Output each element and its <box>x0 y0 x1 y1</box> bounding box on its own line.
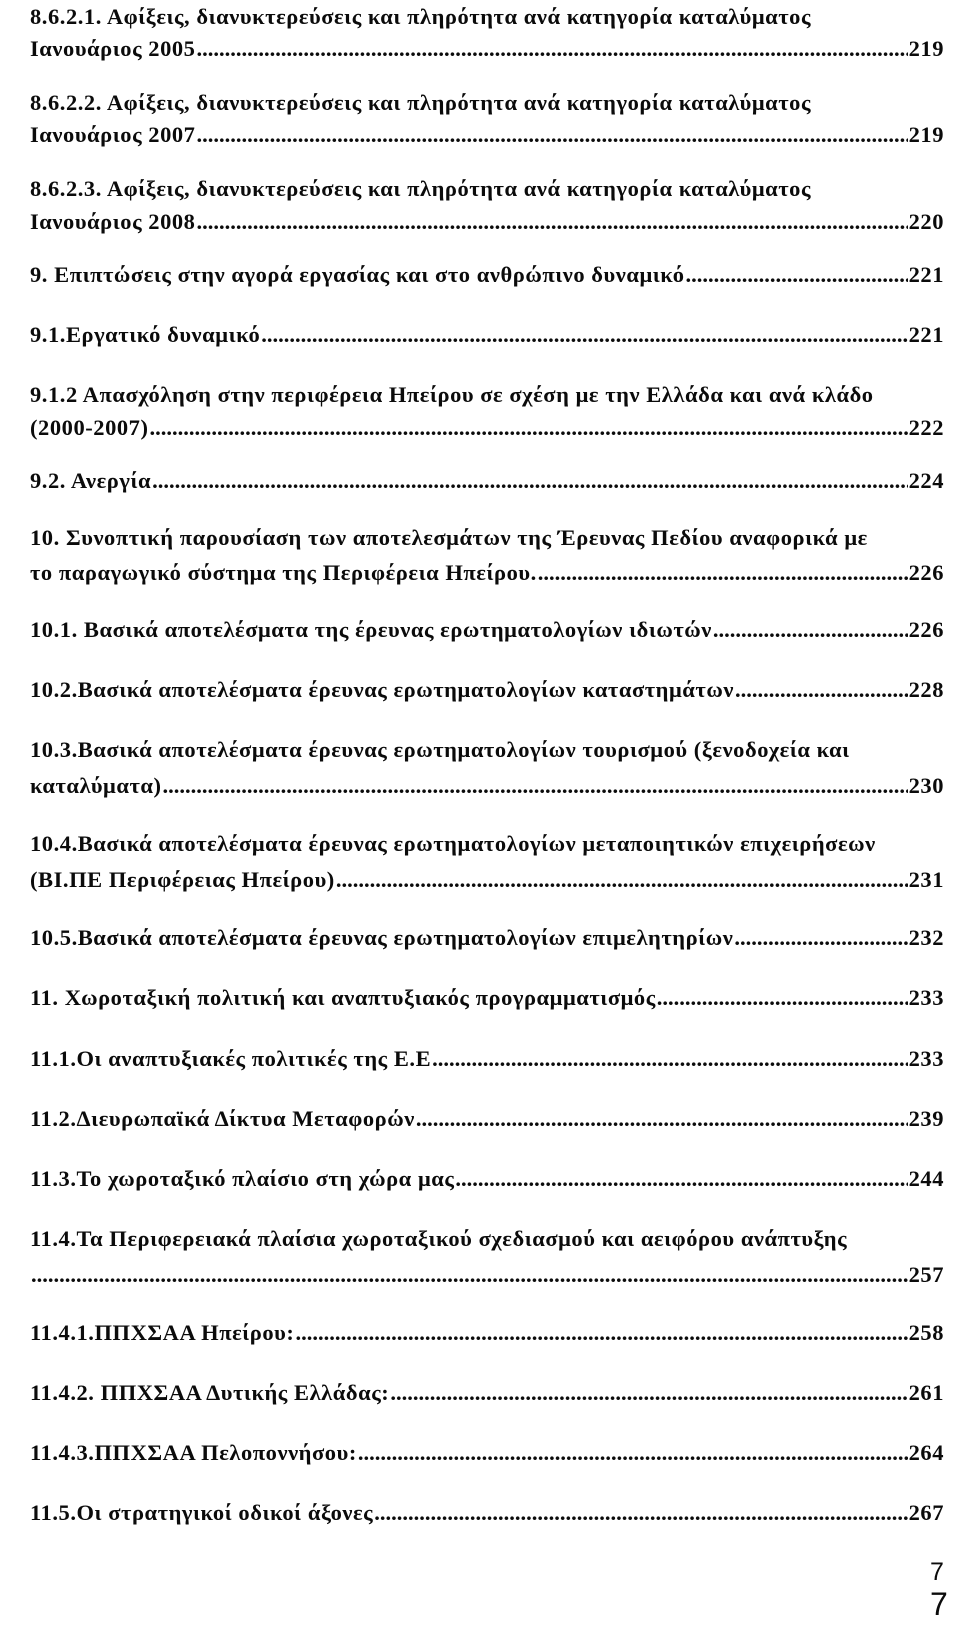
toc-entry-title: 10.2.Βασικά αποτελέσματα έρευνας ερωτηματολογίων καταστημάτων <box>30 677 734 702</box>
toc-entry-line <box>30 865 944 895</box>
toc-entry-title: 8.6.2.2. Αφίξεις, διανυκτερεύσεις και πληρότητα ανά κατηγορία καταλύματος <box>30 90 811 115</box>
toc-page-number: 267 <box>908 1500 944 1525</box>
dot-leader <box>152 466 908 496</box>
dot-leader <box>734 923 907 953</box>
toc-entry-title: 9. Επιπτώσεις στην αγορά εργασίας και στο ανθρώπινο δυναμικό <box>30 262 685 287</box>
toc-page-number: 226 <box>908 617 944 642</box>
dot-leader <box>261 320 907 350</box>
dot-leader <box>538 558 908 588</box>
dot-leader <box>150 413 908 443</box>
toc-page-number: 231 <box>908 867 944 892</box>
toc-entry-line <box>30 558 944 588</box>
toc-entry-line <box>30 260 944 290</box>
toc-entry-line <box>30 1104 944 1134</box>
toc-entry-line <box>30 1044 944 1074</box>
toc-entry-title-end: (2000-2007) <box>30 415 149 440</box>
toc-page-number: 264 <box>908 1440 944 1465</box>
toc-page-number: 230 <box>908 773 944 798</box>
toc-page-number: 232 <box>908 925 944 950</box>
dot-leader <box>735 675 908 705</box>
toc-page-number: 226 <box>908 560 944 585</box>
toc-entry-title: 11.4.1.ΠΠΧΣΑΑ Ηπείρου: <box>30 1320 295 1345</box>
toc-entry-line <box>30 466 944 496</box>
toc-entry-line <box>30 771 944 801</box>
toc-entry-title: 11.4.Τα Περιφερειακά πλαίσια χωροταξικού σχεδιασμού και αειφόρου ανάπτυξης <box>30 1226 848 1251</box>
toc-entry-title: 8.6.2.3. Αφίξεις, διανυκτερεύσεις και πληρότητα ανά κατηγορία καταλύματος <box>30 176 811 201</box>
dot-leader <box>657 983 908 1013</box>
toc-entry-line <box>30 120 944 150</box>
dot-leader <box>31 1260 908 1290</box>
page-number-bottom: 7 <box>930 1586 948 1622</box>
toc-entry-title-end: το παραγωγικό σύστημα της Περιφέρεια Ηπείρου. <box>30 560 537 585</box>
toc-page-number: 228 <box>908 677 944 702</box>
dot-leader <box>686 260 908 290</box>
toc-entry-title-end: Ιανουάριος 2008 <box>30 209 196 234</box>
dot-leader <box>455 1164 907 1194</box>
toc-entry-title: 10.5.Βασικά αποτελέσματα έρευνας ερωτηματολογίων επιμελητηρίων <box>30 925 734 950</box>
dot-leader <box>358 1438 908 1468</box>
toc-page-number: 221 <box>908 262 944 287</box>
toc-entry-line <box>30 1498 944 1528</box>
toc-entry-title: 11.2.Διευρωπαϊκά Δίκτυα Μεταφορών <box>30 1106 415 1131</box>
toc-page-number: 221 <box>908 322 944 347</box>
toc-entry-line <box>30 207 944 237</box>
toc-page-number: 220 <box>908 209 944 234</box>
dot-leader <box>416 1104 908 1134</box>
toc-entry-title-end: καταλύματα) <box>30 773 162 798</box>
dot-leader <box>295 1318 907 1348</box>
toc-entry-title: 11.4.2. ΠΠΧΣΑΑ Δυτικής Ελλάδας: <box>30 1380 390 1405</box>
toc-page-number: 219 <box>908 122 944 147</box>
dot-leader <box>374 1498 907 1528</box>
dot-leader <box>713 615 908 645</box>
toc-entry-title: 11.1.Οι αναπτυξιακές πολιτικές της Ε.Ε <box>30 1046 432 1071</box>
toc-entry-line <box>30 1260 944 1290</box>
toc-page-number: 224 <box>908 468 944 493</box>
toc-page-number: 261 <box>908 1380 944 1405</box>
toc-entry-title: 11.4.3.ΠΠΧΣΑΑ Πελοποννήσου: <box>30 1440 357 1465</box>
toc-page-number: 257 <box>908 1262 944 1287</box>
dot-leader <box>163 771 908 801</box>
toc-entry-line <box>30 923 944 953</box>
toc-entry-line <box>30 675 944 705</box>
dot-leader <box>197 120 908 150</box>
toc-page-number: 219 <box>908 36 944 61</box>
toc-entry-line <box>30 1438 944 1468</box>
toc-page-number: 244 <box>908 1166 944 1191</box>
toc-entry-title: 10.4.Βασικά αποτελέσματα έρευνας ερωτηματολογίων μεταποιητικών επιχειρήσεων <box>30 831 876 856</box>
dot-leader <box>197 207 908 237</box>
dot-leader <box>432 1044 907 1074</box>
toc-entry-line <box>30 1378 944 1408</box>
dot-leader <box>336 865 908 895</box>
toc-entry-title-end: (ΒΙ.ΠΕ Περιφέρειας Ηπείρου) <box>30 867 335 892</box>
toc-entry-title: 10.1. Βασικά αποτελέσματα της έρευνας ερωτηματολογίων ιδιωτών <box>30 617 712 642</box>
toc-page-number: 233 <box>908 1046 944 1071</box>
page-number <box>930 1556 960 1620</box>
dot-leader <box>197 34 908 64</box>
toc-entry-title-end: Ιανουάριος 2005 <box>30 36 196 61</box>
toc-entry-title: 11.5.Οι στρατηγικοί οδικοί άξονες <box>30 1500 374 1525</box>
toc-entry-title: 9.1.2 Απασχόληση στην περιφέρεια Ηπείρου σε σχέση με την Ελλάδα και ανά κλάδο <box>30 382 874 407</box>
toc-entry-line <box>30 413 944 443</box>
toc-entry-title: 11. Χωροταξική πολιτική και αναπτυξιακός προγραμματισμός <box>30 985 656 1010</box>
toc-entry-title-end: Ιανουάριος 2007 <box>30 122 196 147</box>
toc-entry-title: 9.1.Εργατικό δυναμικό <box>30 322 261 347</box>
toc-page-number: 239 <box>908 1106 944 1131</box>
dot-leader <box>390 1378 907 1408</box>
toc-entry-title: 10. Συνοπτική παρουσίαση των αποτελεσμάτων της Έρευνας Πεδίου αναφορικά με <box>30 525 868 550</box>
toc-entry-line <box>30 320 944 350</box>
toc-entry-title: 8.6.2.1. Αφίξεις, διανυκτερεύσεις και πληρότητα ανά κατηγορία καταλύματος <box>30 4 811 29</box>
toc-entry-title: 10.3.Βασικά αποτελέσματα έρευνας ερωτηματολογίων τουρισμού (ξενοδοχεία και <box>30 737 850 762</box>
toc-entry-title: 9.2. Ανεργία <box>30 468 152 493</box>
toc-entry-line <box>30 1318 944 1348</box>
toc-page-number: 233 <box>908 985 944 1010</box>
toc-entry-line <box>30 34 944 64</box>
toc-page-number: 258 <box>908 1320 944 1345</box>
toc-entry-line <box>30 983 944 1013</box>
toc-page-number: 222 <box>908 415 944 440</box>
toc-entry-line <box>30 615 944 645</box>
toc-entry-line <box>30 1164 944 1194</box>
page-number-top: 7 <box>930 1558 944 1586</box>
toc-entry-title: 11.3.Το χωροταξικό πλαίσιο στη χώρα μας <box>30 1166 455 1191</box>
